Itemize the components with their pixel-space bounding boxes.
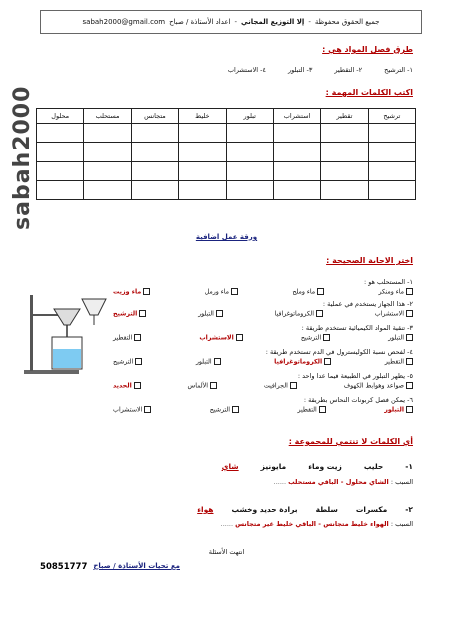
option[interactable]: الألماس — [188, 382, 218, 396]
method-item: ٤- الاستشراب — [227, 66, 267, 74]
question-5: ٥- يظهر التبلور في الطبيعة فيما عدا واحد : — [297, 372, 413, 380]
checkbox[interactable] — [216, 310, 223, 317]
option-answer[interactable]: الكروماتوغرافيا — [274, 358, 331, 372]
checkbox[interactable] — [134, 334, 141, 341]
odd-one-out-group-2: ٢- مكسرات سلطة برادة حديد وخشب هواء — [197, 505, 413, 514]
checkbox[interactable] — [214, 358, 221, 365]
checkbox[interactable] — [144, 406, 151, 413]
option[interactable]: الترشيح — [301, 334, 330, 348]
question-5-options — [113, 382, 413, 396]
option[interactable]: ماء ورمل — [205, 288, 238, 300]
checkbox[interactable] — [231, 288, 238, 295]
odd-word: شاي — [221, 462, 239, 471]
section2-heading: اكتب الكلمات المهمة : — [325, 88, 413, 97]
option-answer[interactable]: الحديد — [113, 382, 141, 396]
question-2: ٢- هذا الجهاز يستخدم في عملية : — [322, 300, 413, 308]
checkbox[interactable] — [406, 334, 413, 341]
checkbox[interactable] — [143, 288, 150, 295]
checkbox[interactable] — [210, 382, 217, 389]
group-word: مكسرات — [355, 505, 388, 514]
option-answer[interactable]: ماء وزيت — [113, 288, 150, 300]
option[interactable]: الترشيح — [210, 406, 239, 420]
question-1: ١- المستحلب هو : — [363, 278, 413, 286]
question-2-options — [113, 310, 413, 324]
table-header-cell: تبلور — [226, 109, 273, 124]
checkbox[interactable] — [134, 382, 141, 389]
end-of-questions: انتهت الأسئلة — [208, 548, 245, 556]
odd-one-out-group-1: ١- حليب زيت وماء مايونيز شاي — [221, 462, 413, 471]
option[interactable]: صواعد وهوابط الكهوف — [344, 382, 413, 396]
option-answer[interactable]: التبلور — [384, 406, 413, 420]
odd-word: هواء — [197, 505, 214, 514]
footer-signature — [20, 562, 180, 572]
checkbox[interactable] — [135, 358, 142, 365]
checkbox[interactable] — [406, 288, 413, 295]
checkbox[interactable] — [317, 288, 324, 295]
option[interactable]: التقطير — [297, 406, 325, 420]
worksheet-title: ورقة عمل اضافية — [195, 233, 258, 241]
option[interactable]: الاستشراب — [113, 406, 151, 420]
checkbox[interactable] — [406, 310, 413, 317]
free-distribution-text: إلا التوزيع المجاني — [241, 18, 305, 26]
table-header-cell: متجانس — [131, 109, 178, 124]
group-word: برادة حديد وخشب — [231, 505, 298, 514]
question-3-options — [113, 334, 413, 348]
table-header-cell: تقطير — [321, 109, 368, 124]
question-1-options — [113, 288, 413, 300]
table-row — [37, 124, 416, 143]
table-row — [37, 181, 416, 200]
question-4: ٤- لفحص نسبة الكوليسترول في الدم تستخدم طريقة : — [265, 348, 413, 356]
group-word: مايونيز — [260, 462, 287, 471]
checkbox[interactable] — [316, 310, 323, 317]
reason-1: السبب : الشاي محلول - الباقي مستحلب ...... — [273, 478, 413, 486]
option[interactable]: ماء وملح — [292, 288, 324, 300]
table-header-cell: ترشيح — [368, 109, 415, 124]
group-word: حليب — [363, 462, 384, 471]
option[interactable]: الاستشراب — [375, 310, 413, 324]
filtration-apparatus-icon — [22, 285, 112, 377]
option[interactable]: التبلور — [388, 334, 413, 348]
checkbox[interactable] — [236, 334, 243, 341]
reason-2: السبب : الهواء خليط متجانس - الباقي خليط غير متجانس ...... — [220, 520, 413, 528]
question-4-options — [113, 358, 413, 372]
email-text: sabah2000@gmail.com — [82, 18, 166, 26]
watermark: sabah2000 — [10, 85, 35, 230]
footer-phone: 50851777 — [40, 562, 88, 572]
group-word: زيت وماء — [308, 462, 342, 471]
method-item: ٣- التبلور — [288, 66, 313, 74]
method-item: ٢- التقطير — [334, 66, 363, 74]
table-row — [37, 162, 416, 181]
method-item: ١- الترشيح — [384, 66, 413, 74]
checkbox[interactable] — [406, 382, 413, 389]
separation-methods-list — [113, 66, 413, 74]
page-header: جميع الحقوق محفوظة - إلا التوزيع المجاني - اعداد الأستاذة / صباح sabah2000@gmail.com — [40, 10, 422, 34]
section3-heading: اختر الاجابة الصحيحة : — [326, 256, 413, 265]
section1-heading: طرق فصل المواد هي : — [322, 45, 413, 54]
table-header-cell: مستحلب — [84, 109, 131, 124]
option[interactable]: التقطير — [385, 358, 413, 372]
reason-2-text: الهواء خليط متجانس - الباقي خليط غير متجانس — [235, 520, 389, 528]
mcq-block — [113, 278, 413, 420]
footer-greeting: مع تحيات الأستاذة / صباح — [93, 562, 180, 570]
option[interactable]: الكروماتوغرافيا — [275, 310, 323, 324]
option[interactable]: الجرافيت — [264, 382, 297, 396]
checkbox[interactable] — [139, 310, 146, 317]
question-6-options — [113, 406, 413, 420]
prepared-by-text: اعداد الأستاذة / صباح — [169, 18, 231, 26]
question-6: ٦- يمكن فصل كربونات النحاس بطريقة : — [303, 396, 413, 404]
checkbox[interactable] — [406, 406, 413, 413]
checkbox[interactable] — [406, 358, 413, 365]
reason-1-text: الشاي محلول - الباقي مستحلب — [288, 478, 389, 486]
question-3: ٣- تنقية المواد الكيميائية تستخدم طريقة : — [301, 324, 413, 332]
option-answer[interactable]: الترشيح — [113, 310, 146, 324]
keywords-table — [36, 108, 416, 200]
checkbox[interactable] — [319, 406, 326, 413]
option[interactable]: ماء ومنكر — [378, 288, 413, 300]
group-word: سلطة — [315, 505, 338, 514]
table-row — [37, 143, 416, 162]
option[interactable]: التقطير — [113, 334, 141, 348]
section4-heading: أي الكلمات لا تنتمي للمجموعة : — [288, 437, 413, 446]
checkbox[interactable] — [232, 406, 239, 413]
option[interactable]: التبلور — [196, 358, 221, 372]
table-header-cell: محلول — [37, 109, 84, 124]
table-header-cell: خليط — [179, 109, 226, 124]
checkbox[interactable] — [323, 334, 330, 341]
table-header-cell: استشراب — [273, 109, 320, 124]
option[interactable]: الترشيح — [113, 358, 142, 372]
option[interactable]: التبلور — [198, 310, 223, 324]
checkbox[interactable] — [290, 382, 297, 389]
table-header-row — [37, 109, 416, 124]
option-answer[interactable]: الاستشراب — [199, 334, 242, 348]
rights-text: جميع الحقوق محفوظة — [314, 18, 380, 26]
checkbox[interactable] — [324, 358, 331, 365]
